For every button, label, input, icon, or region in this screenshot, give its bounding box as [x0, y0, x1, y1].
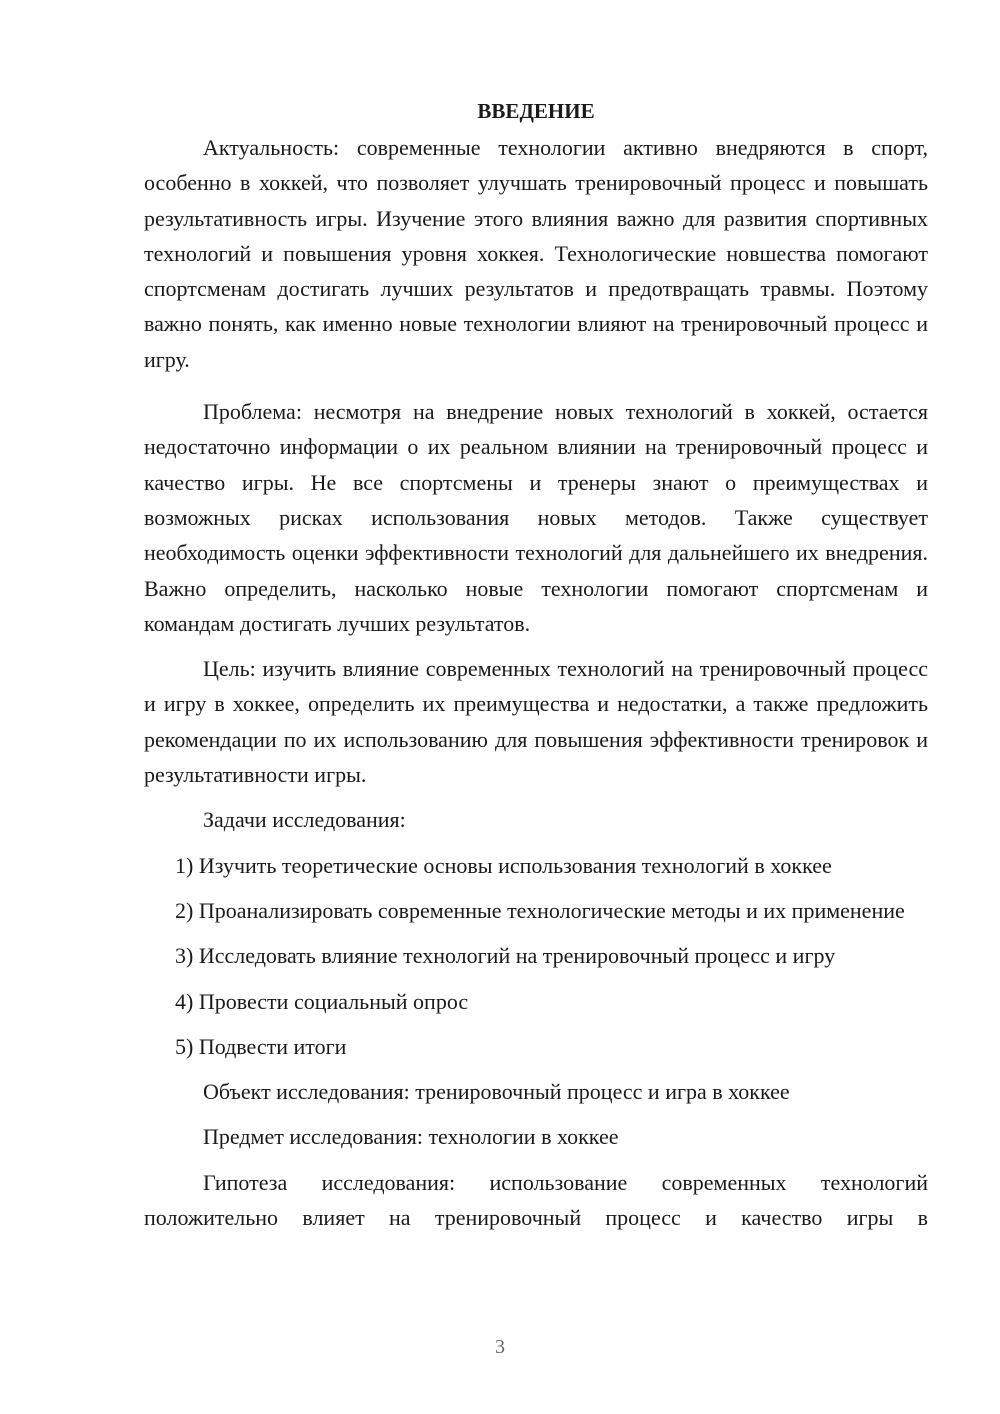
task-item: 5) Подвести итоги — [175, 1033, 347, 1059]
section-title: ВВЕДЕНИЕ — [477, 99, 595, 123]
task-item: 2) Проанализировать современные технологические методы и их применение — [175, 897, 905, 923]
tasks-heading: Задачи исследования: — [203, 807, 406, 833]
task-item: 4) Провести социальный опрос — [175, 988, 469, 1014]
goal-paragraph: Цель: изучить влияние современных технологий на тренировочный процесс и игру в хоккее, определить их преимущества и недостатки, а также предложить рекомендации по их использованию для повышения эффективности тренировок и результативности игры. — [144, 656, 928, 788]
problem-paragraph: Проблема: несмотря на внедрение новых технологий в хоккей, остается недостаточно информации о их реальном влиянии на тренировочный процесс и качество игры. Не все спортсмены и тренеры знают о преимуществах и возможных рисках использования новых методов. Также существует необходимость оценки эффективности технологий для дальнейшего их внедрения. Важно определить, насколько новые технологии помогают спортсменам и командам достигать лучших результатов. — [144, 399, 928, 636]
object-paragraph: Объект исследования: тренировочный процесс и игра в хоккее — [203, 1079, 790, 1105]
subject-paragraph: Предмет исследования: технологии в хоккее — [203, 1124, 619, 1150]
task-item: 3) Исследовать влияние технологий на тренировочный процесс и игру — [175, 943, 836, 969]
hypothesis-paragraph: Гипотеза исследования: использование современных технологий положительно влияет на тренировочный процесс и качество игры в — [144, 1169, 928, 1231]
task-item: 1) Изучить теоретические основы использования технологий в хоккее — [175, 852, 832, 878]
page-content — [144, 94, 928, 1235]
page-number: 3 — [495, 1336, 505, 1358]
relevance-paragraph: Актуальность: современные технологии активно внедряются в спорт, особенно в хоккей, что позволяет улучшать тренировочный процесс и повышать результативность игры. Изучение этого влияния важно для развития спортивных технологий и повышения уровня хоккея. Технологические новшества помогают спортсменам достигать лучших результатов и предотвращать травмы. Поэтому важно понять, как именно новые технологии влияют на тренировочный процесс и игру. — [144, 135, 928, 372]
